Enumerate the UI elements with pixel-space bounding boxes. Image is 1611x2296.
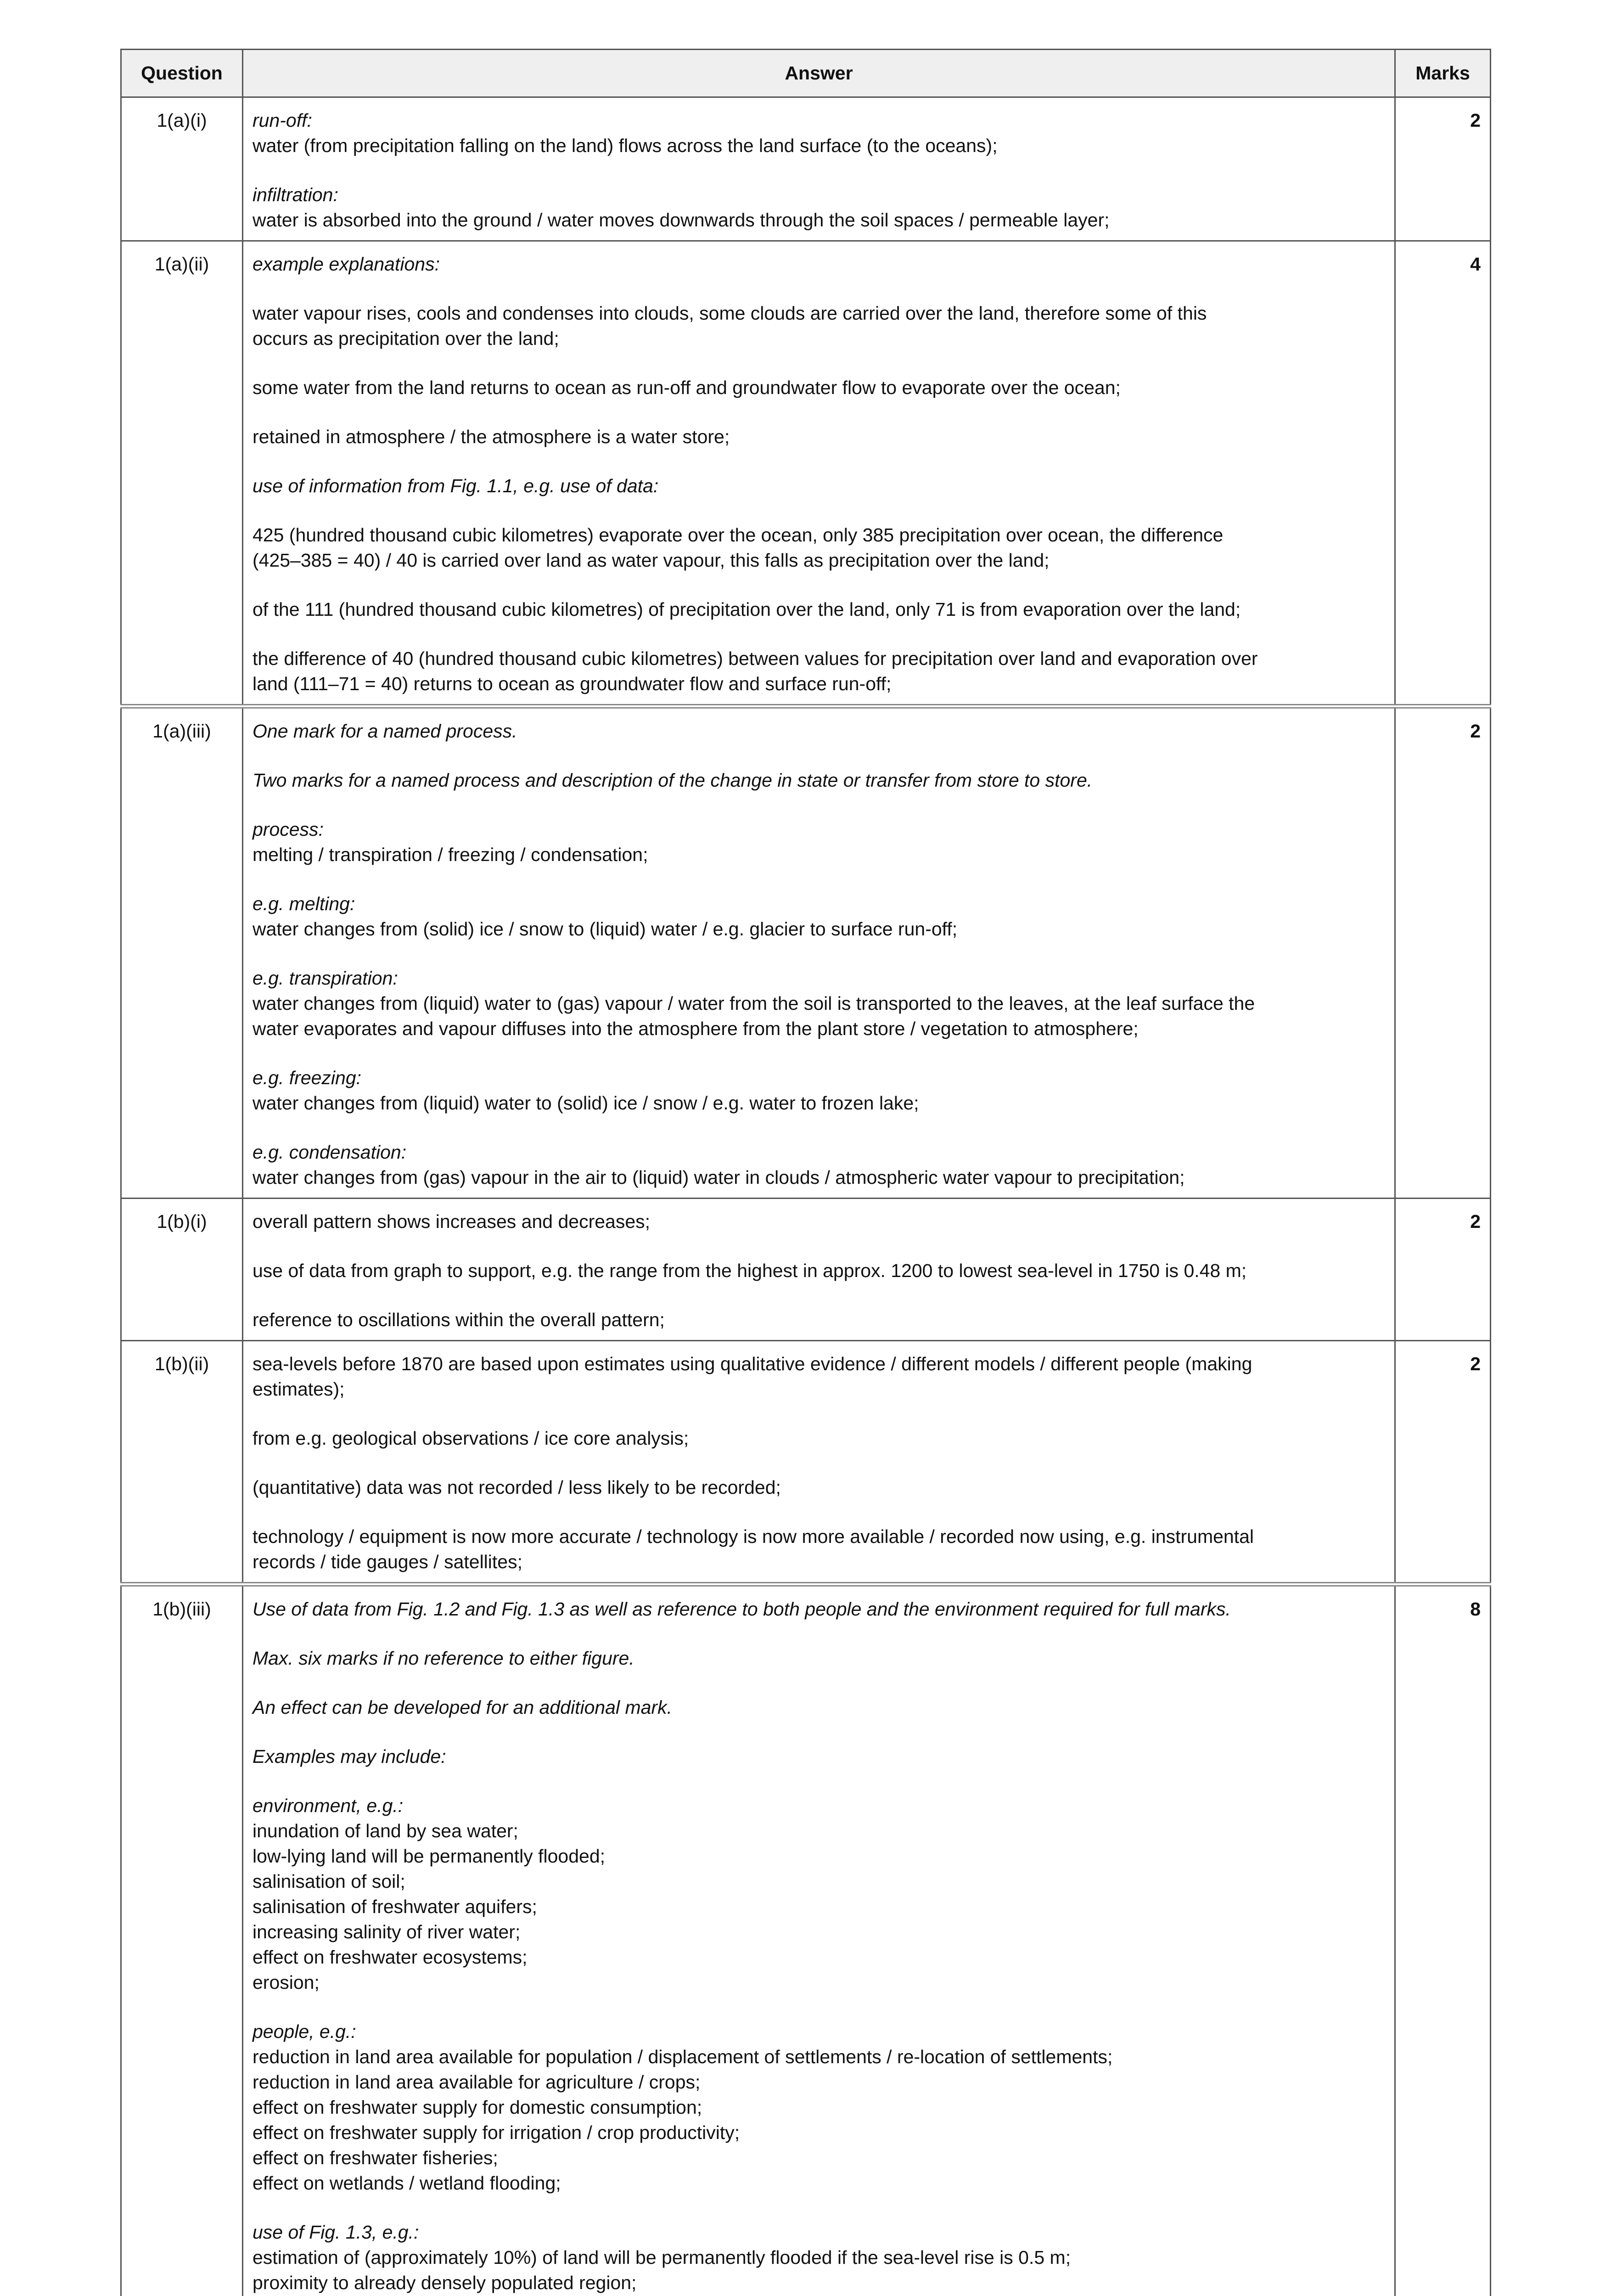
answer-text: occurs as precipitation over the land; [253, 328, 559, 349]
answer-header: Answer [243, 50, 1395, 97]
question-number: 1(a)(iii) [121, 706, 243, 1199]
answer-text: effect on freshwater ecosystems; [253, 1947, 528, 1968]
table-row [121, 1584, 1491, 2296]
answer-block [253, 646, 1385, 697]
marks-header: Marks [1395, 50, 1491, 97]
question-number: 1(a)(ii) [121, 241, 243, 707]
answer-block [253, 1695, 1385, 1720]
answer-block [253, 1597, 1385, 1622]
answer-guidance-text: Max. six marks if no reference to either figure. [253, 1648, 634, 1669]
answer-block [253, 1307, 1385, 1333]
answer-guidance-text: e.g. melting: [253, 893, 355, 914]
answer-text: water changes from (liquid) water to (gas) vapour / water from the soil is transported to the leaves, at the leaf surface the [253, 993, 1255, 1014]
answer-guidance-text: An effect can be developed for an additional mark. [253, 1697, 672, 1718]
answer-block [253, 2220, 1385, 2296]
answer-block [253, 1258, 1385, 1283]
answer-text: land (111–71 = 40) returns to ocean as groundwater flow and surface run-off; [253, 673, 892, 694]
marks-value: 2 [1395, 1341, 1491, 1585]
mark-scheme-table [120, 49, 1491, 2296]
answer-guidance-text: e.g. condensation: [253, 1142, 407, 1163]
answer-block [253, 1351, 1385, 1402]
answer-text: (425–385 = 40) / 40 is carried over land as water vapour, this falls as precipitation over the land; [253, 550, 1050, 571]
answer-text: use of data from graph to support, e.g. the range from the highest in approx. 1200 to lowest sea-level in 1750 is 0.48 m; [253, 1260, 1247, 1281]
answer-block [253, 817, 1385, 867]
answer-guidance-text: Use of data from Fig. 1.2 and Fig. 1.3 as well as reference to both people and the environment required for full marks. [253, 1598, 1231, 1620]
answer-block [253, 252, 1385, 277]
answer-text: erosion; [253, 1972, 320, 1993]
answer-block [253, 2019, 1385, 2196]
answer-block [253, 523, 1385, 573]
marks-value: 4 [1395, 241, 1491, 707]
question-number: 1(a)(i) [121, 97, 243, 241]
answer-guidance-text: e.g. transpiration: [253, 968, 398, 989]
answer-block [253, 768, 1385, 793]
answer-block [253, 1209, 1385, 1234]
answer-text: water (from precipitation falling on the land) flows across the land surface (to the oceans); [253, 135, 998, 156]
answer-block [253, 1426, 1385, 1451]
question-number: 1(b)(i) [121, 1199, 243, 1341]
answer-text: salinisation of freshwater aquifers; [253, 1896, 537, 1917]
answer-text: (quantitative) data was not recorded / less likely to be recorded; [253, 1477, 781, 1498]
answer-text: technology / equipment is now more accurate / technology is now more available / recorded now using, e.g. instrumental [253, 1526, 1254, 1547]
answer-text: low-lying land will be permanently flooded; [253, 1846, 606, 1867]
table-row [121, 97, 1491, 241]
answer-block [253, 375, 1385, 400]
answer-text: estimation of (approximately 10%) of land will be permanently flooded if the sea-level rise is 0.5 m; [253, 2247, 1071, 2268]
answer-block [253, 1475, 1385, 1500]
answer-guidance-text: process: [253, 819, 324, 840]
question-header: Question [121, 50, 243, 97]
answer-guidance-text: use of information from Fig. 1.1, e.g. use of data: [253, 475, 659, 496]
answer-text: records / tide gauges / satellites; [253, 1551, 522, 1572]
answer-text: proximity to already densely populated region; [253, 2272, 637, 2293]
question-number: 1(b)(ii) [121, 1341, 243, 1585]
answer-block [253, 182, 1385, 233]
answer-text: water changes from (liquid) water to (solid) ice / snow / e.g. water to frozen lake; [253, 1092, 919, 1114]
answer-guidance-text: One mark for a named process. [253, 720, 517, 742]
answer-block [253, 719, 1385, 744]
answer-text: sea-levels before 1870 are based upon estimates using qualitative evidence / different models / different people (making [253, 1353, 1252, 1374]
answer-text: water changes from (gas) vapour in the air to (liquid) water in clouds / atmospheric water vapour to precipitation; [253, 1167, 1185, 1188]
answer-block [253, 891, 1385, 942]
answer-block [253, 966, 1385, 1041]
answer-text: reduction in land area available for population / displacement of settlements / re-location of settlements; [253, 2046, 1113, 2067]
answer-guidance-text: Two marks for a named process and description of the change in state or transfer from store to store. [253, 770, 1093, 791]
answer-text: melting / transpiration / freezing / condensation; [253, 844, 648, 865]
answer-cell [243, 97, 1395, 241]
answer-guidance-text: Examples may include: [253, 1746, 446, 1767]
answer-text: effect on freshwater fisheries; [253, 2147, 498, 2168]
answer-block [253, 424, 1385, 450]
answer-block [253, 1744, 1385, 1769]
table-row [121, 706, 1491, 1199]
answer-text: water is absorbed into the ground / water moves downwards through the soil spaces / permeable layer; [253, 209, 1110, 231]
table-row [121, 1199, 1491, 1341]
answer-text: estimates); [253, 1379, 345, 1400]
answer-text: increasing salinity of river water; [253, 1921, 521, 1942]
answer-block [253, 1065, 1385, 1116]
answer-text: reduction in land area available for agriculture / crops; [253, 2071, 701, 2093]
answer-block [253, 1646, 1385, 1671]
answer-block [253, 597, 1385, 622]
answer-text: of the 111 (hundred thousand cubic kilometres) of precipitation over the land, only 71 is from evaporation over the land; [253, 599, 1241, 620]
question-number: 1(b)(iii) [121, 1584, 243, 2296]
marks-value: 2 [1395, 706, 1491, 1199]
answer-text: reference to oscillations within the overall pattern; [253, 1309, 665, 1330]
answer-block [253, 473, 1385, 499]
answer-text: effect on wetlands / wetland flooding; [253, 2172, 561, 2194]
answer-block [253, 1524, 1385, 1575]
mark-scheme [120, 49, 1490, 2296]
answer-text: effect on freshwater supply for irrigation / crop productivity; [253, 2122, 740, 2143]
answer-text: the difference of 40 (hundred thousand cubic kilometres) between values for precipitation over land and evaporation over [253, 648, 1258, 669]
marks-value: 8 [1395, 1584, 1491, 2296]
answer-text: retained in atmosphere / the atmosphere is a water store; [253, 426, 730, 447]
answer-text: water vapour rises, cools and condenses into clouds, some clouds are carried over the land, therefore some of this [253, 303, 1207, 324]
answer-guidance-text: environment, e.g.: [253, 1795, 404, 1816]
answer-text: 425 (hundred thousand cubic kilometres) evaporate over the ocean, only 385 precipitation over ocean, the difference [253, 524, 1224, 546]
answer-text: effect on freshwater supply for domestic consumption; [253, 2097, 702, 2118]
answer-cell [243, 1341, 1395, 1585]
answer-text: inundation of land by sea water; [253, 1820, 518, 1841]
answer-text: water evaporates and vapour diffuses into the atmosphere from the plant store / vegetation to atmosphere; [253, 1018, 1139, 1039]
answer-text: overall pattern shows increases and decreases; [253, 1211, 651, 1232]
answer-guidance-text: people, e.g.: [253, 2021, 356, 2042]
answer-guidance-text: infiltration: [253, 184, 338, 205]
answer-cell [243, 1584, 1395, 2296]
answer-cell [243, 706, 1395, 1199]
answer-guidance-text: run-off: [253, 110, 312, 131]
answer-text: salinisation of soil; [253, 1871, 405, 1892]
table-row [121, 1341, 1491, 1585]
answer-guidance-text: example explanations: [253, 253, 440, 275]
header-row [121, 50, 1491, 97]
answer-block [253, 108, 1385, 158]
answer-guidance-text: e.g. freezing: [253, 1067, 362, 1088]
table-row [121, 241, 1491, 707]
answer-block [253, 1793, 1385, 1995]
answer-guidance-text: use of Fig. 1.3, e.g.: [253, 2222, 419, 2243]
mark-scheme-body [121, 97, 1491, 2296]
answer-cell [243, 1199, 1395, 1341]
answer-block [253, 1140, 1385, 1190]
answer-text: from e.g. geological observations / ice core analysis; [253, 1428, 689, 1449]
answer-text: some water from the land returns to ocean as run-off and groundwater flow to evaporate over the ocean; [253, 377, 1121, 398]
marks-value: 2 [1395, 1199, 1491, 1341]
answer-text: water changes from (solid) ice / snow to (liquid) water / e.g. glacier to surface run-off; [253, 918, 958, 940]
marks-value: 2 [1395, 97, 1491, 241]
answer-block [253, 301, 1385, 351]
answer-cell [243, 241, 1395, 707]
